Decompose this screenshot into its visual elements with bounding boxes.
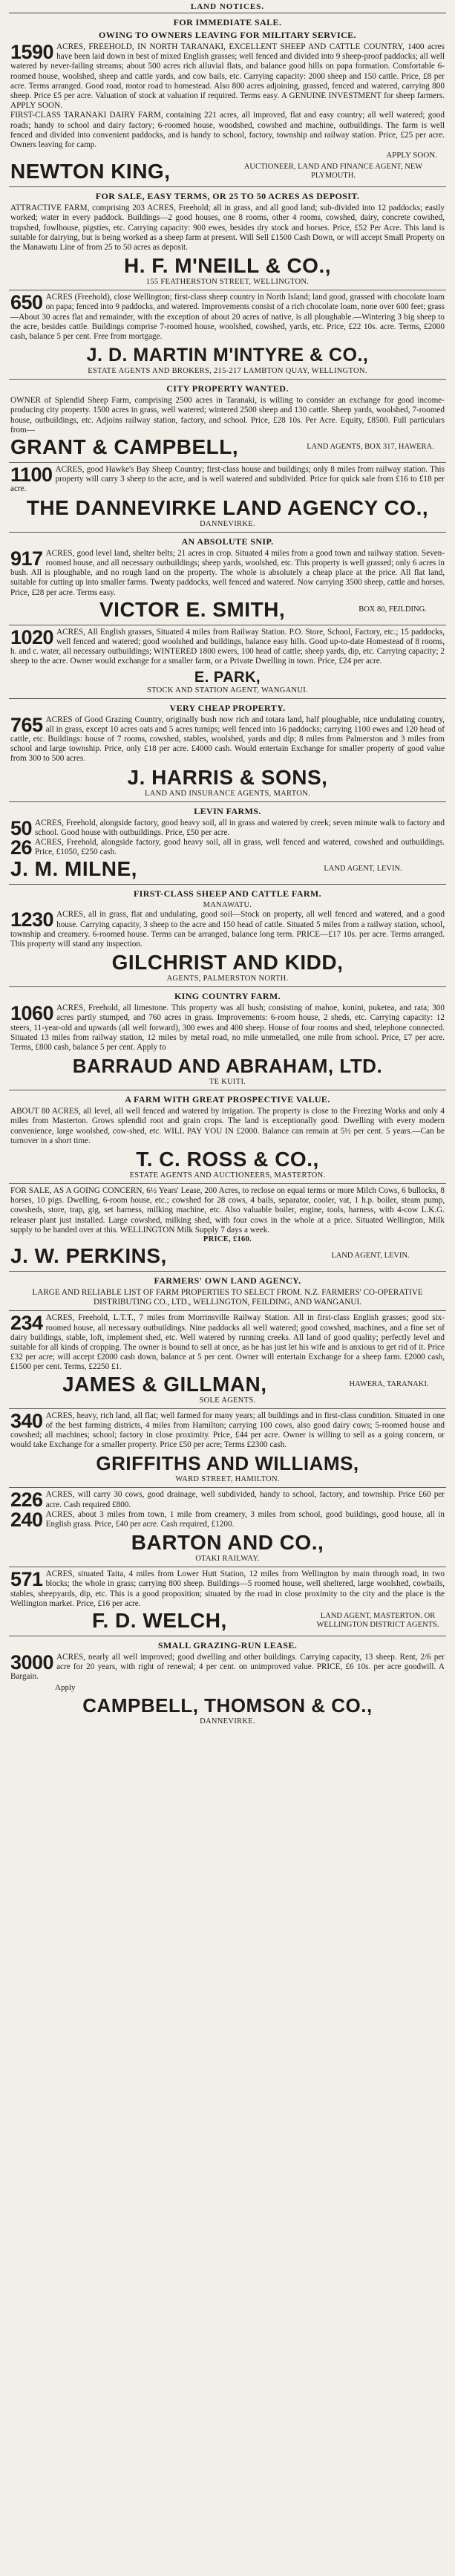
acre-number: 3000 <box>10 1651 54 1674</box>
agent-address: 155 FEATHERSTON STREET, WELLINGTON. <box>145 278 310 287</box>
ad-header: FOR SALE, EASY TERMS, OR 25 TO 50 ACRES AS DEPOSIT. <box>95 191 360 202</box>
agent-address: DANNEVIRKE. <box>200 519 255 528</box>
ad-campbell-thomson <box>9 1636 446 1729</box>
agent-name: H. F. M'NEILL & CO., <box>123 254 332 278</box>
acre-number: 234 <box>10 1312 43 1335</box>
ad-text: ACRES, heavy, rich land, all flat; well farmed for many years; all buildings and in first-class condition. Situated in one of the best farming districts, 4 miles from Hamilton; carrying 100 cows, also good dairy cows; 5-roomed house and cowshed; all machines; school; factory in close proximity. Price, £44 per acre. Owner is willing to sell as a going concern, or would take Exchange for a smaller property. Price £50 per acre; Terms £2300 cash. <box>10 1411 445 1450</box>
agent-address: HAWERA, TARANAKI. <box>349 1379 429 1388</box>
acre-number: 1060 <box>10 1002 54 1025</box>
ad-text: ACRES, Freehold, L.T.T., 7 miles from Morrinsville Railway Station. All in first-class English grasses; good six-roomed house, all necessary outbuildings. Nine paddocks all well watered; good cowshed, machines, and a fine set of dairy buildings, stable, loft, implement shed, etc. Well watered by running creeks. All land of good quality; perfectly level and suitable for all kinds of cropping. The owner is bound to sell at once, as he has just let his wife and is anxious to get rid of it. Price £32 per acre; will accept £2000 cash down, balance at 5 per cent. Owner will entertain Exchange for a sheep farm. £2000 cash, £1500 per cent. Terms, £2250 £1. <box>10 1313 445 1372</box>
ad-griffiths <box>9 1409 446 1489</box>
agent-row <box>10 857 445 881</box>
ad-header: SMALL GRAZING-RUN LEASE. <box>157 1640 298 1651</box>
agent-row <box>10 435 445 459</box>
ad-text-2: ACRES, Freehold, alongside factory, good heavy soil, all in grass, well fenced and watered, cowshed and outbuildings. Price, £1050, £250 cash. <box>35 837 445 857</box>
land-notices-page <box>9 0 446 1729</box>
acre-number: 1590 <box>10 41 54 63</box>
agent-name: F. D. WELCH, <box>92 1609 227 1633</box>
agent-row <box>10 160 445 183</box>
ad-body <box>10 1570 445 1609</box>
agent-address: ESTATE AGENTS AND BROKERS, 215-217 LAMBTON QUAY, WELLINGTON. <box>88 367 367 376</box>
agent-row <box>10 598 445 622</box>
ad-body <box>10 293 445 342</box>
ad-text: ACRES, good Hawke's Bay Sheep Country; first-class house and buildings; only 8 miles from railway station. This property will carry 3 sheep to the acre, and is well watered and subdivided. Price for quick sale from £16 to £18 per acre. <box>10 465 445 494</box>
ad-body <box>10 1489 445 1512</box>
agent-name: BARRAUD AND ABRAHAM, LTD. <box>72 1055 383 1078</box>
ad-ross <box>9 1090 446 1184</box>
agent-address: TE KUITI. <box>209 1078 246 1087</box>
ad-header: CITY PROPERTY WANTED. <box>166 383 289 394</box>
agent-name: BARTON AND CO., <box>131 1531 324 1555</box>
ad-dannevirke <box>9 463 446 533</box>
ad-body <box>10 465 445 495</box>
ad-text: ACRES, Freehold, alongside factory, good heavy soil, all in grass and watered by creek; seven minute walk to factory and school. Good house with outbuildings. Price, £50 per acre. <box>35 818 445 837</box>
agent-address: BOX 80, FEILDING. <box>359 605 427 614</box>
ad-sub-header: MANAWATU. <box>203 901 252 910</box>
acre-number: 650 <box>10 291 43 314</box>
agent-address: LAND AGENTS, BOX 317, HAWERA. <box>307 443 434 452</box>
agent-name: J. W. PERKINS, <box>10 1244 167 1267</box>
ad-absolute-snip <box>9 533 446 625</box>
ad-text-2: ACRES, about 3 miles from town, 1 mile from creamery, 3 miles from school, good buildings, good house, all in English grass. Price, £40 per acre. Cash required, £1200. <box>45 1509 445 1529</box>
apply-note: Apply <box>55 1682 76 1692</box>
ad-barraud <box>9 987 446 1090</box>
agent-address: AUCTIONEER, LAND AND FINANCE AGENT, NEW PLYMOUTH. <box>243 163 423 180</box>
agent-row <box>10 1609 445 1633</box>
ad-harris <box>9 699 446 802</box>
agent-name: GRIFFITHS AND WILLIAMS, <box>96 1452 359 1475</box>
ad-header: LEVIN FARMS. <box>194 805 261 816</box>
acre-number: 1230 <box>10 908 54 931</box>
ad-body-2 <box>10 838 445 857</box>
ad-easy-terms <box>9 187 446 290</box>
agent-note: SOLE AGENTS. <box>199 1396 256 1405</box>
ad-text: LARGE AND RELIABLE LIST OF FARM PROPERTIES TO SELECT FROM. N.Z. FARMERS' CO-OPERATIVE DISTRIBUTING CO., LTD., WELLINGTON, FEILDING, AND WANGANUI. <box>32 1288 423 1307</box>
ad-body <box>10 549 445 598</box>
agent-address: WARD STREET, HAMILTON. <box>175 1475 280 1484</box>
agent-row <box>10 1244 445 1268</box>
ad-header: FOR IMMEDIATE SALE. <box>173 17 282 27</box>
ad-james-gillman <box>9 1311 446 1408</box>
agent-row <box>10 1373 445 1396</box>
ad-header: AN ABSOLUTE SNIP. <box>181 536 274 547</box>
ad-header: KING COUNTRY FARM. <box>174 991 281 1002</box>
ad-header: A FARM WITH GREAT PROSPECTIVE VALUE. <box>125 1094 330 1105</box>
ad-body-2: FIRST-CLASS TARANAKI DAIRY FARM, containing 221 acres, all improved, flat and easy country; all well watered; good roads; handy to school and dairy factory; 6-roomed house, woodshed, cowshed and machine, outbuildings. The farm is well fenced and divided into convenient paddocks, and is handy to school, factory, township and railway station. Price, £25 per acre. Owners leaving for camp. <box>10 111 445 150</box>
ad-text: FOR SALE, AS A GOING CONCERN, 6½ Years' Lease, 200 Acres, to reclose on equal terms or more Milch Cows, 6 bullocks, 8 horses, 10 pigs. Dwelling, 6-room house, etc.; cowshed for 28 cows, 4 bails, separator, cooler, vat, 1 h.p. boiler, steam pump, cowsheds, store, trap, gig, set harness, milking machine, etc. Also valuable boiler, engine, tools, harness, with 4-cow L.K.G. releaser plant just installed. Large cowshed, milking shed, with four cows in the whole at a price. Situated Wellington, Milk supply to be handed over at this. WELLINGTON Milk Supply 7 days a week. <box>10 1185 445 1235</box>
agent-address: DANNEVIRKE. <box>200 1717 255 1726</box>
ad-header: FIRST-CLASS SHEEP AND CATTLE FARM. <box>133 888 322 900</box>
ad-immediate-sale <box>9 13 446 187</box>
acre-number-2: 26 <box>10 836 33 859</box>
ad-body <box>10 1004 445 1053</box>
ad-text: ACRES, Freehold, all limestone. This property was all bush; consisting of mahoe, konini, puketea, and rata; 300 acres partly stumped, and 760 acres in grass. Improvements: 6-room house, 2 sheds, etc. Carrying capacity: 12 steers, 11-year-old and upwards (all well forward), 300 ewes and 400 sheep. House of four rooms and shed, telephone connected. Situated 13 miles from railway station, 12 miles by metal road, no mile unmetalled, one mile from school. Price, £7 per acre. Terms, £800 cash, balance 5 per cent. Apply to <box>10 1004 445 1052</box>
acre-number: 1020 <box>10 625 54 648</box>
ad-body <box>10 1653 445 1682</box>
ad-body-2 <box>10 1510 445 1529</box>
ad-text: ABOUT 80 ACRES, all level, all well fenced and watered by irrigation. The property is close to the Freezing Works and only 4 miles from Masterton. Grows splendid root and grain crops. The land is exceptionally good. Dwelling with every modern convenience, large woolshed, cow-shed, etc. WILL PAY YOU IN £2000. Balance can remain at 5½ per cent. 5 years.—Can be turnover in a short time. <box>10 1107 445 1145</box>
agent-address: LAND AGENT, MASTERTON. OR WELLINGTON DISTRICT AGENTS. <box>316 1612 439 1630</box>
ad-sub-header: OWING TO OWNERS LEAVING FOR MILITARY SERVICE. <box>99 30 356 40</box>
ad-price: PRICE, £160. <box>203 1235 252 1243</box>
agent-address: AGENTS, PALMERSTON NORTH. <box>166 975 289 983</box>
ad-gilchrist <box>9 885 446 987</box>
ad-body <box>10 910 445 949</box>
agent-name: J. M. MILNE, <box>10 857 137 881</box>
acre-number: 917 <box>10 547 43 570</box>
ad-body <box>10 42 445 111</box>
acre-number-2: 240 <box>10 1508 43 1531</box>
ad-text: ACRES (Freehold), close Wellington; first-class sheep country in North Island; land good, grassed with chocolate loam on papa; fenced into 9 paddocks, and watered. Improvements consist of a rich chocolate loam, none over 600 feet; grass—About 30 acres flat and remainder, with the exception of about 20 acres of native, is all ploughable.—Wintering 3 big sheep to the acre, besides cattle. Buildings comprise 7-roomed house, woolshed, cowshed, yards, etc. Price, £22 10s. acre. Terms, £2000 cash, balance 5 per cent. Free from mortgage. <box>10 293 445 342</box>
ad-text: ATTRACTIVE FARM, comprising 203 ACRES, Freehold; all in grass, and all good land; sub-divided into 12 paddocks; easily worked; water in every paddock. Buildings—2 good houses, one 8 rooms, other 4 rooms, cowshed, dairy, concrete cowshed, trapshed, fowlhouse, pigsties, etc. Carrying capacity: 900 ewes, besides dry stock and horses. Price, £52 Per Acre. This land is suitable for dairying, but is being worked as a sheep farm at present. Will Sell £1500 Cash Down, or will accept Small Property on the Manawatu Line of from 25 to 50 acres as deposit. <box>10 204 445 253</box>
ad-perkins <box>9 1184 446 1272</box>
agent-name: CAMPBELL, THOMSON & CO., <box>82 1694 373 1717</box>
ad-header: FARMERS' OWN LAND AGENCY. <box>154 1275 301 1286</box>
ad-levin <box>9 802 446 885</box>
agent-name: GILCHRIST AND KIDD, <box>111 951 344 975</box>
ad-text: ACRES, situated Taita, 4 miles from Lower Hutt Station, 12 miles from Wellington by main through road, in two blocks; the whole in grass; carrying 800 sheep. Buildings—5 roomed house, well sheltered, large woolshed, cowbails, stables, sheepyards, dip, etc. This is a good proposition; situated by the road in close proximity to the city and the place is the Wellington market. Price, £16 per acre. <box>10 1570 445 1608</box>
ad-park <box>9 625 446 699</box>
agent-name: JAMES & GILLMAN, <box>62 1372 267 1396</box>
ad-welch <box>9 1567 446 1636</box>
acre-number: 226 <box>10 1489 43 1512</box>
agent-name: E. PARK, <box>194 669 261 686</box>
agent-address: LAND AGENT, LEVIN. <box>324 865 402 874</box>
ad-text: ACRES, FREEHOLD, IN NORTH TARANAKI, EXCELLENT SHEEP AND CATTLE COUNTRY, 1400 acres have been laid down in best of mixed English grasses; well fenced and divided into 9 sheep-proof paddocks; all well watered by never-failing streams; about 500 acres rich alluvial flats, and balance good hills on papa formation. Comfortable 6-roomed house, woolshed, sheep and cattle yards, and cow bails, etc. Carrying capacity: 2000 sheep and 150 cattle. Price, £8 per acre. Terms arranged. Good road, motor road to homestead. Also 800 acres adjoining, grassed, fenced and watered, carrying 800 sheep. Price £5 per acre. Valuation of stock at valuation if required. Terms easy. A GENUINE INVESTMENT for sheep farmers. APPLY SOON. <box>10 42 445 111</box>
ad-body <box>10 1313 445 1372</box>
agent-name: T. C. ROSS & CO., <box>136 1147 319 1171</box>
ad-barton <box>9 1488 446 1567</box>
ad-header: VERY CHEAP PROPERTY. <box>169 702 286 713</box>
agent-address: LAND AGENT, LEVIN. <box>331 1252 410 1260</box>
agent-name: J. HARRIS & SONS, <box>127 765 328 789</box>
ad-body <box>10 715 445 764</box>
agent-address: OTAKI RAILWAY. <box>195 1555 260 1564</box>
ad-text: OWNER of Splendid Sheep Farm, comprising 2500 acres in Taranaki, is willing to consider an exchange for good income-producing city property. 1500 acres in grass, well watered; wintered 2500 sheep and 130 cattle. Sheep yards, woolshed, 7-roomed house, outbuildings, etc. Adjoins railway station, factory, and school. Price, £28 10s. Per Acre. Equity, £8500. Full particulars from— <box>10 396 445 435</box>
agent-name: GRANT & CAMPBELL, <box>10 435 239 459</box>
ad-text: ACRES, good level land, shelter belts; 21 acres in crop. Situated 4 miles from a good town and railway station. Seven-roomed house, and all necessary outbuildings; sheep yards, woolshed, etc. This property is well grassed; only 6 acres in bush. All is ploughable, and no rough land on the property. The whole is absolutely a cheap place at the price. All flat land, suitable for cutting up into smaller farms. Twenty paddocks, well fenced and watered. Now carrying 3500 sheep, cattle and horses. Price, £28 per acre. Terms easy. <box>10 548 445 597</box>
masthead: LAND NOTICES. <box>9 1 446 13</box>
acre-number: 50 <box>10 816 33 839</box>
ad-text: ACRES of Good Grazing Country, originally bush now rich and totara land, half ploughable, nice undulating country, all in grass, except 10 acres oats and 5 acres turnips; well fenced into 16 paddocks; carrying 1100 ewes and 120 head of cattle, etc. Buildings: house of 7 rooms, cowshed, stables, woolshed, yards and dip; 8 miles from Palmerston and 3 miles from school and large township. Price, only £18 per acre. £4000 cash. Would entertain Exchange for smaller property of good value from 300 to 500 acres. <box>10 715 445 764</box>
acre-number: 571 <box>10 1568 43 1591</box>
agent-name: J. D. MARTIN M'INTYRE & CO., <box>86 345 369 366</box>
ad-mintyre <box>9 290 446 380</box>
ad-city-property <box>9 380 446 463</box>
ad-body <box>10 816 445 839</box>
agent-name: NEWTON KING, <box>10 160 171 183</box>
ad-body <box>10 1411 445 1451</box>
acre-number: 765 <box>10 713 43 736</box>
agent-name: THE DANNEVIRKE LAND AGENCY CO., <box>26 495 429 519</box>
ad-text: ACRES, All English grasses, Situated 4 miles from Railway Station. P.O. Store, School, Factory, etc.; 15 paddocks, well fenced and watered; good woolshed and buildings, balance easy hills. Good up-to-date Homestead of 8 rooms, h. and c. water, all necessary outbuildings; WINTERED 1800 ewers, 100 head of cattle; sheep yards, dip, etc. Carrying capacity; 2 sheep to the acre. Owner would exchange for a smaller farm, or a Private Dwelling in town. Price, £24 per acre. <box>10 627 445 666</box>
ad-farmers-own <box>9 1272 446 1311</box>
agent-address: LAND AND INSURANCE AGENTS, MARTON. <box>145 789 310 798</box>
agent-address: ESTATE AGENTS AND AUCTIONEERS, MASTERTON. <box>129 1171 326 1180</box>
apply-note: APPLY SOON. <box>386 151 437 160</box>
ad-text: ACRES, all in grass, flat and undulating, good soil—Stock on property, all well fenced and watered, and a good house. Carrying capacity, 3 sheep to the acre and 150 head of cattle. Situated 5 miles from a railway station, school, township and creamery. 6-roomed house. Terms can be arranged, balance long term. PRICE—£17 10s. per acre. Terms arranged. This property will stand any inspection. <box>10 910 445 949</box>
acre-number: 1100 <box>10 464 53 487</box>
agent-name: VICTOR E. SMITH, <box>99 597 286 621</box>
acre-number: 340 <box>10 1409 43 1432</box>
ad-text: ACRES, nearly all well improved; good dwelling and other buildings. Carrying capacity, 13 sheep. Rent, 2/6 per acre for 20 years, with right of renewal; 4 per cent. on unimproved value. PRICE, £6 10s. per acre goodwill. A Bargain. <box>10 1653 445 1682</box>
agent-address: STOCK AND STATION AGENT, WANGANUI. <box>146 686 309 695</box>
ad-text: ACRES, will carry 30 cows, good drainage, well subdivided, handy to school, factory, and township. Price £60 per acre. Cash required £800. <box>45 1490 445 1509</box>
ad-body <box>10 625 445 667</box>
